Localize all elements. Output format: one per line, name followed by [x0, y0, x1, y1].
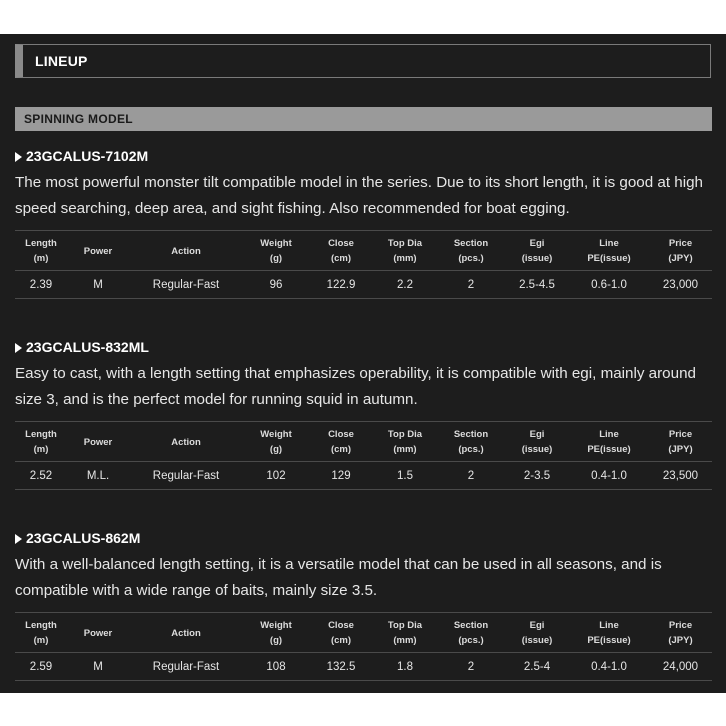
- spec-header-cell: [15, 422, 67, 462]
- spec-value-cell: 96: [243, 271, 309, 299]
- spec-header-row: [15, 613, 712, 653]
- spec-header-label: Power: [83, 436, 113, 448]
- spec-header-cell: [437, 422, 505, 462]
- spec-header-cell: [67, 422, 129, 462]
- spec-header-label: Power: [83, 245, 113, 257]
- spec-header-unit: (mm): [393, 253, 417, 264]
- spec-header-cell: [373, 613, 437, 653]
- spec-header-cell: [649, 422, 712, 462]
- spec-value-cell: 2.59: [15, 653, 67, 681]
- spec-value-cell: 2.2: [373, 271, 437, 299]
- spec-header-unit: (issue): [521, 253, 553, 264]
- triangle-bullet-icon: [15, 343, 22, 353]
- spec-header-label: Weight: [260, 620, 292, 631]
- spec-header-label: Price: [668, 238, 693, 249]
- spec-header-cell: [505, 231, 569, 271]
- lineup-header: [15, 44, 711, 78]
- spec-value-cell: Regular-Fast: [129, 462, 243, 490]
- spec-header-row: [15, 231, 712, 271]
- spec-header-label: Length: [25, 620, 57, 631]
- spec-table: [15, 230, 712, 299]
- spec-value-cell: M: [67, 271, 129, 299]
- model-block: [15, 528, 712, 681]
- section-title: SPINNING MODEL: [24, 112, 133, 126]
- spec-header-label: Section: [453, 429, 489, 440]
- spec-header-cell: [309, 231, 373, 271]
- spec-value-cell: 1.5: [373, 462, 437, 490]
- spec-header-cell: [309, 422, 373, 462]
- spec-value-cell: 24,000: [649, 653, 712, 681]
- spec-header-unit: (mm): [393, 444, 417, 455]
- table-row: [15, 271, 712, 299]
- spec-header-cell: [373, 422, 437, 462]
- spec-header-unit: (JPY): [668, 635, 693, 646]
- spec-header-unit: (m): [33, 444, 49, 455]
- spec-header-label: Price: [668, 620, 693, 631]
- spec-header-cell: [569, 231, 649, 271]
- spec-header-cell: [243, 231, 309, 271]
- spec-value-cell: 102: [243, 462, 309, 490]
- spec-header-cell: [243, 613, 309, 653]
- spec-header-unit: (pcs.): [458, 635, 484, 646]
- spec-value-cell: 23,500: [649, 462, 712, 490]
- lineup-panel: [0, 34, 726, 693]
- spec-header-unit: (g): [269, 253, 283, 264]
- spec-header-label: Section: [453, 620, 489, 631]
- model-description: With a well-balanced length setting, it is a versatile model that can be used in all seasons, and is compatible with a wide range of baits, mainly size 3.5.: [15, 556, 662, 599]
- spec-header-unit: (mm): [393, 635, 417, 646]
- spec-header-label: Close: [328, 429, 354, 440]
- model-description: The most powerful monster tilt compatible model in the series. Due to its short length, it is good at high speed searching, deep area, and sight fishing. Also recommended for boat egging.: [15, 174, 703, 217]
- lineup-title: LINEUP: [35, 53, 88, 69]
- model-name-text: 23GCALUS-832ML: [26, 339, 149, 355]
- spec-header-unit: PE(issue): [587, 444, 631, 455]
- spec-value-cell: 2.5-4: [505, 653, 569, 681]
- spec-header-label: Action: [171, 627, 201, 639]
- spec-header-label: Price: [668, 429, 693, 440]
- spec-table: [15, 612, 712, 681]
- spec-header-cell: [649, 231, 712, 271]
- spec-value-cell: 2: [437, 653, 505, 681]
- spec-value-cell: 1.8: [373, 653, 437, 681]
- spec-header-label: Close: [328, 238, 354, 249]
- spec-header-label: Top Dia: [387, 620, 423, 631]
- spec-value-cell: 2.5-4.5: [505, 271, 569, 299]
- spec-header-cell: [129, 231, 243, 271]
- spec-header-unit: (pcs.): [458, 253, 484, 264]
- spec-value-cell: M: [67, 653, 129, 681]
- spec-header-unit: (cm): [330, 444, 352, 455]
- spec-header-cell: [649, 613, 712, 653]
- triangle-bullet-icon: [15, 152, 22, 162]
- spec-value-cell: 23,000: [649, 271, 712, 299]
- spec-header-label: Weight: [260, 238, 292, 249]
- spec-header-label: Weight: [260, 429, 292, 440]
- spec-value-cell: 0.4-1.0: [569, 462, 649, 490]
- spec-header-label: Close: [328, 620, 354, 631]
- spec-value-cell: 2: [437, 271, 505, 299]
- spec-value-cell: 2: [437, 462, 505, 490]
- spec-header-unit: (m): [33, 635, 49, 646]
- spec-value-cell: 0.6-1.0: [569, 271, 649, 299]
- spec-header-label: Line: [599, 620, 619, 631]
- spec-header-cell: [505, 422, 569, 462]
- spec-header-cell: [309, 613, 373, 653]
- spec-header-label: Length: [25, 429, 57, 440]
- spec-header-cell: [129, 613, 243, 653]
- spec-header-unit: (issue): [521, 444, 553, 455]
- spec-header-unit: (cm): [330, 253, 352, 264]
- table-row: [15, 462, 712, 490]
- spec-value-cell: 2.39: [15, 271, 67, 299]
- spec-header-unit: (issue): [521, 635, 553, 646]
- spec-header-cell: [67, 613, 129, 653]
- spec-header-cell: [243, 422, 309, 462]
- spec-header-unit: PE(issue): [587, 635, 631, 646]
- spec-value-cell: 122.9: [309, 271, 373, 299]
- spec-header-label: Action: [171, 245, 201, 257]
- spec-header-unit: PE(issue): [587, 253, 631, 264]
- section-bar-spinning-model: [15, 107, 712, 131]
- model-block: [15, 146, 712, 299]
- spec-header-cell: [437, 231, 505, 271]
- spec-header-cell: [437, 613, 505, 653]
- spec-header-label: Egi: [529, 620, 545, 631]
- spec-value-cell: 2-3.5: [505, 462, 569, 490]
- table-row: [15, 653, 712, 681]
- spec-header-unit: (JPY): [668, 253, 693, 264]
- spec-header-cell: [569, 613, 649, 653]
- spec-header-row: [15, 422, 712, 462]
- spec-header-label: Egi: [529, 429, 545, 440]
- spec-header-unit: (g): [269, 635, 283, 646]
- spec-value-cell: 0.4-1.0: [569, 653, 649, 681]
- spec-header-unit: (m): [33, 253, 49, 264]
- spec-header-cell: [569, 422, 649, 462]
- spec-header-cell: [373, 231, 437, 271]
- model-block: [15, 337, 712, 490]
- spec-header-cell: [15, 231, 67, 271]
- spec-value-cell: 108: [243, 653, 309, 681]
- triangle-bullet-icon: [15, 534, 22, 544]
- spec-header-unit: (pcs.): [458, 444, 484, 455]
- spec-header-label: Section: [453, 238, 489, 249]
- spec-header-unit: (JPY): [668, 444, 693, 455]
- model-name-text: 23GCALUS-7102M: [26, 148, 149, 164]
- spec-value-cell: 132.5: [309, 653, 373, 681]
- spec-value-cell: 2.52: [15, 462, 67, 490]
- spec-header-cell: [15, 613, 67, 653]
- spec-header-cell: [129, 422, 243, 462]
- model-description: Easy to cast, with a length setting that emphasizes operability, it is compatible with egi, mainly around size 3, and is the perfect model for running squid in autumn.: [15, 365, 696, 408]
- spec-value-cell: Regular-Fast: [129, 653, 243, 681]
- spec-header-label: Power: [83, 627, 113, 639]
- spec-header-label: Top Dia: [387, 429, 423, 440]
- model-name: [15, 337, 712, 357]
- spec-value-cell: Regular-Fast: [129, 271, 243, 299]
- model-name: [15, 146, 712, 166]
- spec-value-cell: M.L.: [67, 462, 129, 490]
- spec-header-cell: [67, 231, 129, 271]
- model-name: [15, 528, 712, 548]
- spec-header-label: Top Dia: [387, 238, 423, 249]
- spec-header-label: Line: [599, 429, 619, 440]
- spec-value-cell: 129: [309, 462, 373, 490]
- spec-header-label: Egi: [529, 238, 545, 249]
- spec-header-label: Length: [25, 238, 57, 249]
- model-name-text: 23GCALUS-862M: [26, 530, 141, 546]
- spec-header-cell: [505, 613, 569, 653]
- spec-header-unit: (cm): [330, 635, 352, 646]
- spec-header-label: Action: [171, 436, 201, 448]
- spec-table: [15, 421, 712, 490]
- spec-header-label: Line: [599, 238, 619, 249]
- spec-header-unit: (g): [269, 444, 283, 455]
